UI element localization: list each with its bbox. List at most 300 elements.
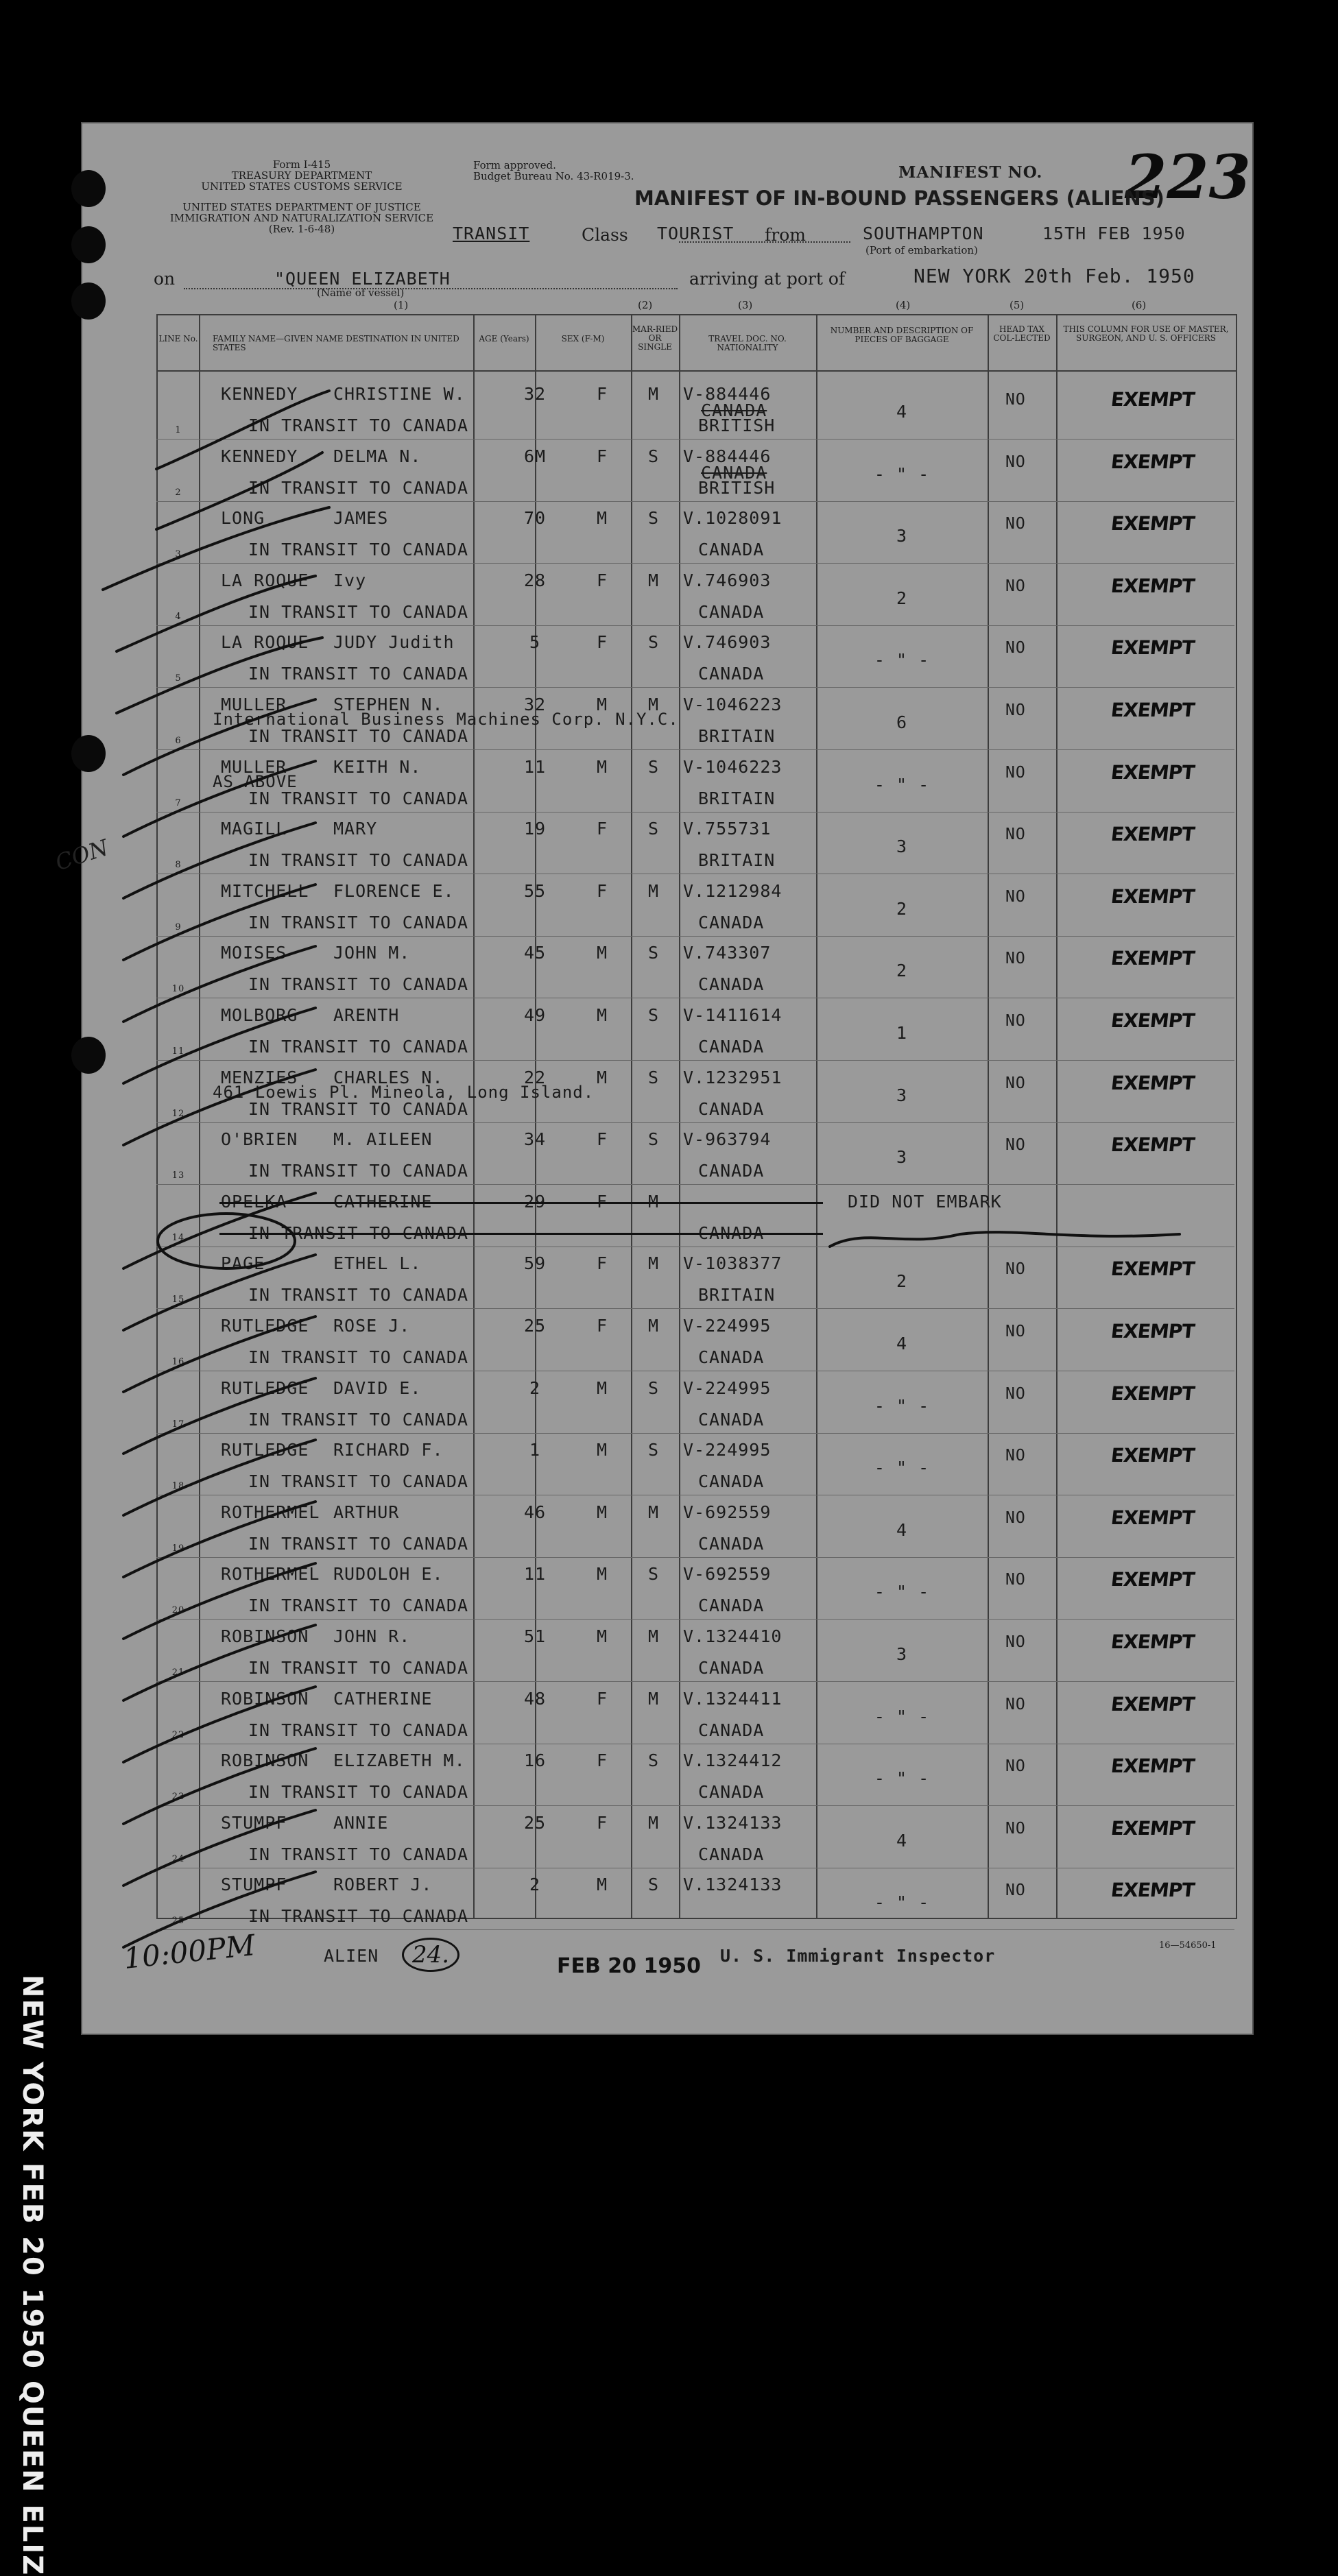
line-number: 12 <box>171 1108 185 1119</box>
nationality: CANADA <box>698 1720 765 1740</box>
sex: F <box>596 1688 608 1709</box>
head-tax: NO <box>1005 1571 1026 1589</box>
baggage: - " - <box>874 1768 930 1789</box>
line-number: 24 <box>171 1853 185 1864</box>
baggage: - " - <box>874 1582 930 1602</box>
married-single: M <box>647 1316 660 1336</box>
exempt-stamp: EXEMPT <box>1110 1630 1196 1653</box>
colnum-1: (1) <box>394 299 409 311</box>
given-name: JAMES <box>333 508 389 529</box>
travel-doc: V-1046223 <box>683 695 783 714</box>
married-single: S <box>647 1875 660 1895</box>
travel-doc: V.743307 <box>683 943 772 963</box>
exempt-stamp: EXEMPT <box>1110 1506 1196 1529</box>
travel-doc: V-692559 <box>683 1564 772 1585</box>
married-single: M <box>647 1812 660 1833</box>
baggage: 3 <box>896 1085 908 1105</box>
family-name: LA ROQUE <box>221 632 309 653</box>
married-single: M <box>647 1191 660 1212</box>
line-number: 3 <box>175 549 182 560</box>
line-number: 15 <box>171 1295 185 1305</box>
head-tax: NO <box>1005 1819 1026 1838</box>
given-name: RUDOLOH E. <box>333 1564 444 1585</box>
treasury-line: TREASURY DEPARTMENT <box>231 169 372 182</box>
exempt-stamp: EXEMPT <box>1110 1071 1196 1094</box>
given-name: M. AILEEN <box>333 1129 433 1150</box>
arrival-port-date: NEW YORK 20th Feb. 1950 <box>913 265 1195 287</box>
married-single: M <box>647 1626 660 1646</box>
line-number: 1 <box>175 425 182 435</box>
age: 2 <box>529 1377 541 1398</box>
nationality: CANADA <box>698 1471 765 1492</box>
sex: M <box>596 695 608 714</box>
nationality: CANADA <box>698 540 765 560</box>
line-number: 7 <box>175 797 182 808</box>
baggage: 2 <box>896 898 908 919</box>
married-single: M <box>647 1253 660 1274</box>
travel-doc: V-1038377 <box>683 1253 783 1274</box>
exempt-stamp: EXEMPT <box>1110 450 1196 473</box>
family-name: KENNEDY <box>221 384 298 404</box>
travel-doc: V-963794 <box>683 1129 772 1150</box>
head-tax: NO <box>1005 453 1026 471</box>
nationality: CANADA <box>698 1161 765 1181</box>
class-value: TOURIST <box>657 224 734 243</box>
form-number: Form I-415 <box>272 158 331 171</box>
baggage: 3 <box>896 1147 908 1168</box>
baggage: 4 <box>896 1830 908 1851</box>
given-name: ROBERT J. <box>333 1875 433 1895</box>
destination: IN TRANSIT TO CANADA <box>248 726 469 746</box>
travel-doc: V-1411614 <box>683 1005 783 1025</box>
given-name: JUDY Judith <box>333 632 455 653</box>
col-header-line: LINE No. <box>158 334 198 344</box>
exempt-stamp: EXEMPT <box>1110 636 1196 660</box>
class-label: Class <box>582 225 628 245</box>
travel-doc: V-224995 <box>683 1377 772 1398</box>
nationality: CANADA <box>698 601 765 622</box>
line-number: 8 <box>175 860 182 871</box>
sex: M <box>596 1626 608 1646</box>
family-name: KENNEDY <box>221 446 298 466</box>
travel-doc: V.1028091 <box>683 508 783 529</box>
sex: F <box>596 384 608 404</box>
nationality: CANADA <box>698 912 765 932</box>
family-name: RUTLEDGE <box>221 1377 309 1398</box>
head-tax: NO <box>1005 826 1026 844</box>
baggage: 3 <box>896 1644 908 1664</box>
given-name: CATHERINE <box>333 1191 433 1212</box>
nationality-struck: CANADA <box>701 462 767 483</box>
nationality: BRITAIN <box>698 788 776 808</box>
given-name: DAVID E. <box>333 1377 422 1398</box>
married-single: S <box>647 446 660 466</box>
baggage: 1 <box>896 1023 908 1043</box>
family-name: PAGE <box>221 1253 265 1274</box>
nationality: CANADA <box>698 1844 765 1864</box>
exempt-stamp: EXEMPT <box>1110 388 1196 411</box>
customs-line: UNITED STATES CUSTOMS SERVICE <box>201 180 403 193</box>
exempt-stamp: EXEMPT <box>1110 512 1196 535</box>
nationality: CANADA <box>698 1596 765 1616</box>
baggage: - " - <box>874 1706 930 1726</box>
given-name: MARY <box>333 819 378 839</box>
vessel-note: (Name of vessel) <box>317 287 405 299</box>
sex: F <box>596 1750 608 1771</box>
given-name: JOHN R. <box>333 1626 411 1646</box>
married-single: S <box>647 632 660 653</box>
married-single: S <box>647 1750 660 1771</box>
address-note: 461 Loewis Pl. Mineola, Long Island. <box>213 1082 595 1102</box>
nationality-struck: CANADA <box>701 400 767 420</box>
baggage: - " - <box>874 464 930 484</box>
port-note: (Port of embarkation) <box>865 244 978 256</box>
head-tax: NO <box>1005 515 1026 533</box>
travel-doc: V.1324133 <box>683 1875 783 1895</box>
family-name: OPELKA <box>221 1191 287 1212</box>
nationality: BRITAIN <box>698 850 776 871</box>
destination: IN TRANSIT TO CANADA <box>248 416 469 435</box>
sex: M <box>596 508 608 529</box>
family-name: MOISES <box>221 943 287 963</box>
con-annotation: CON <box>52 834 112 876</box>
travel-doc: V.1324133 <box>683 1812 783 1833</box>
sex: F <box>596 1316 608 1336</box>
head-tax: NO <box>1005 639 1026 658</box>
exempt-stamp: EXEMPT <box>1110 1755 1196 1778</box>
on-label: on <box>154 269 176 289</box>
head-tax: NO <box>1005 887 1026 906</box>
nationality: BRITAIN <box>698 726 776 746</box>
exempt-stamp: EXEMPT <box>1110 947 1196 970</box>
inspector-label: U. S. Immigrant Inspector <box>720 1946 996 1966</box>
nationality: CANADA <box>698 664 765 684</box>
line-number: 10 <box>171 984 185 995</box>
line-number: 6 <box>175 736 182 746</box>
destination: IN TRANSIT TO CANADA <box>248 601 469 622</box>
given-name: ARTHUR <box>333 1502 400 1522</box>
family-name: LONG <box>221 508 265 529</box>
destination: IN TRANSIT TO CANADA <box>248 1223 469 1243</box>
alien-count: 24. <box>402 1938 459 1972</box>
baggage: DID NOT EMBARK <box>848 1191 1002 1212</box>
travel-doc: V-884446 <box>683 384 772 404</box>
exempt-stamp: EXEMPT <box>1110 699 1196 721</box>
approved-line: Form approved. <box>473 159 556 171</box>
married-single: S <box>647 1005 660 1025</box>
age: 5 <box>529 632 541 653</box>
nationality: CANADA <box>698 1658 765 1678</box>
destination: IN TRANSIT TO CANADA <box>248 540 469 560</box>
given-name: CATHERINE <box>333 1688 433 1709</box>
vessel-name: "QUEEN ELIZABETH <box>274 269 451 289</box>
travel-doc: V.1232951 <box>683 1067 783 1087</box>
sex: F <box>596 1253 608 1274</box>
family-name: ROBINSON <box>221 1750 309 1771</box>
baggage: - " - <box>874 1458 930 1478</box>
baggage: 4 <box>896 402 908 422</box>
travel-doc: V-224995 <box>683 1316 772 1336</box>
age: 59 <box>523 1253 547 1274</box>
head-tax: NO <box>1005 1633 1026 1651</box>
transit-label: TRANSIT <box>453 224 530 243</box>
sex: F <box>596 446 608 466</box>
from-label: from <box>765 225 806 245</box>
family-name: MITCHELL <box>221 880 309 901</box>
baggage: 2 <box>896 588 908 608</box>
family-name: MOLBORG <box>221 1005 298 1025</box>
age: 28 <box>523 570 547 590</box>
age: 22 <box>523 1067 547 1087</box>
exempt-stamp: EXEMPT <box>1110 1133 1196 1157</box>
sex: M <box>596 1440 608 1460</box>
destination: IN TRANSIT TO CANADA <box>248 1347 469 1367</box>
age: 6M <box>523 446 547 466</box>
given-name: DELMA N. <box>333 446 422 466</box>
budget-line: Budget Bureau No. 43-R019-3. <box>473 170 634 182</box>
family-name: MULLER <box>221 756 287 777</box>
col-header-baggage: NUMBER AND DESCRIPTION OF PIECES OF BAGGAGE <box>830 326 974 344</box>
sex: M <box>596 1564 608 1585</box>
date-stamp: FEB 20 1950 <box>557 1954 701 1978</box>
head-tax: NO <box>1005 1695 1026 1713</box>
age: 70 <box>523 508 547 529</box>
nationality: BRITISH <box>698 477 776 498</box>
head-tax: NO <box>1005 950 1026 968</box>
exempt-stamp: EXEMPT <box>1110 1009 1196 1032</box>
side-date-stamp: NEW YORK FEB 20 1950 QUEEN ELIZ <box>16 1975 48 2576</box>
exempt-stamp: EXEMPT <box>1110 760 1196 784</box>
given-name: KEITH N. <box>333 756 422 777</box>
form-code: 16—54650-1 <box>1159 1940 1217 1951</box>
family-name: ROBINSON <box>221 1626 309 1646</box>
travel-doc: V-884446 <box>683 446 772 466</box>
married-single: S <box>647 756 660 777</box>
head-tax: NO <box>1005 391 1026 409</box>
family-name: ROTHERMEL <box>221 1502 320 1522</box>
colnum-5: (5) <box>1010 299 1025 311</box>
married-single: M <box>647 570 660 590</box>
age: 16 <box>523 1750 547 1771</box>
manifest-no-label: MANIFEST NO. <box>898 163 1043 182</box>
destination: IN TRANSIT TO CANADA <box>248 1161 469 1181</box>
family-name: LA ROQUE <box>221 570 309 590</box>
destination: IN TRANSIT TO CANADA <box>248 1782 469 1803</box>
line-number: 9 <box>175 922 182 932</box>
age: 51 <box>523 1626 547 1646</box>
address-note: International Business Machines Corp. N.Y.C. <box>213 710 679 729</box>
head-tax: NO <box>1005 577 1026 595</box>
embark-date: 15TH FEB 1950 <box>1042 224 1186 243</box>
revision-line: (Rev. 1-6-48) <box>268 223 335 235</box>
married-single: S <box>647 943 660 963</box>
destination: IN TRANSIT TO CANADA <box>248 788 469 808</box>
given-name: CHARLES N. <box>333 1067 444 1087</box>
col-header-name: FAMILY NAME—GIVEN NAME DESTINATION IN UNITED STATES <box>213 334 459 352</box>
baggage: 4 <box>896 1519 908 1540</box>
head-tax: NO <box>1005 701 1026 719</box>
destination: IN TRANSIT TO CANADA <box>248 1409 469 1430</box>
head-tax: NO <box>1005 1136 1026 1155</box>
travel-doc: V.1212984 <box>683 880 783 901</box>
destination: IN TRANSIT TO CANADA <box>248 1037 469 1057</box>
married-single: S <box>647 1129 660 1150</box>
destination: IN TRANSIT TO CANADA <box>248 1658 469 1678</box>
col-header-travel: TRAVEL DOC. NO. NATIONALITY <box>708 334 787 352</box>
destination: IN TRANSIT TO CANADA <box>248 850 469 871</box>
baggage: - " - <box>874 1395 930 1416</box>
nationality: BRITAIN <box>698 1285 776 1305</box>
exempt-stamp: EXEMPT <box>1110 1320 1196 1343</box>
manifest-title: MANIFEST OF IN-BOUND PASSENGERS (ALIENS) <box>634 186 1164 210</box>
exempt-stamp: EXEMPT <box>1110 823 1196 846</box>
sex: M <box>596 1875 608 1895</box>
baggage: 2 <box>896 1271 908 1292</box>
line-number: 2 <box>175 487 182 498</box>
arriving-label: arriving at port of <box>689 269 846 289</box>
given-name: STEPHEN N. <box>333 695 444 714</box>
line-number: 4 <box>175 611 182 622</box>
head-tax: NO <box>1005 763 1026 782</box>
exempt-stamp: EXEMPT <box>1110 1568 1196 1591</box>
ins-line: IMMIGRATION AND NATURALIZATION SERVICE <box>169 212 434 224</box>
age: 25 <box>523 1316 547 1336</box>
travel-doc: V-224995 <box>683 1440 772 1460</box>
head-tax: NO <box>1005 1012 1026 1030</box>
exempt-stamp: EXEMPT <box>1110 574 1196 597</box>
age: 29 <box>523 1191 547 1212</box>
manifest-number: 223 <box>1125 141 1251 213</box>
line-number: 11 <box>171 1046 185 1057</box>
destination: IN TRANSIT TO CANADA <box>248 1533 469 1554</box>
given-name: ROSE J. <box>333 1316 411 1336</box>
sex: M <box>596 943 608 963</box>
line-number: 14 <box>171 1232 185 1243</box>
nationality: CANADA <box>698 1037 765 1057</box>
family-name: ROBINSON <box>221 1688 309 1709</box>
family-name: O'BRIEN <box>221 1129 298 1150</box>
line-number: 22 <box>171 1729 185 1740</box>
married-single: S <box>647 1440 660 1460</box>
family-name: STUMPF <box>221 1875 287 1895</box>
age: 19 <box>523 819 547 839</box>
married-single: M <box>647 384 660 404</box>
time-annotation: 10:00PM <box>121 1928 257 1975</box>
head-tax: NO <box>1005 1508 1026 1527</box>
age: 11 <box>523 1564 547 1585</box>
line-number: 16 <box>171 1357 185 1367</box>
family-name: ROTHERMEL <box>221 1564 320 1585</box>
head-tax: NO <box>1005 1384 1026 1403</box>
given-name: RICHARD F. <box>333 1440 444 1460</box>
justice-line: UNITED STATES DEPARTMENT OF JUSTICE <box>182 201 421 213</box>
travel-doc: V.1324411 <box>683 1688 783 1709</box>
given-name: ELIZABETH M. <box>333 1750 466 1771</box>
age: 55 <box>523 880 547 901</box>
travel-doc: V.1324412 <box>683 1750 783 1771</box>
exempt-stamp: EXEMPT <box>1110 1382 1196 1405</box>
destination: IN TRANSIT TO CANADA <box>248 912 469 932</box>
family-name: MULLER <box>221 695 287 714</box>
married-single: S <box>647 1067 660 1087</box>
baggage: 2 <box>896 961 908 981</box>
exempt-stamp: EXEMPT <box>1110 1879 1196 1902</box>
married-single: S <box>647 819 660 839</box>
family-name: MAGILL <box>221 819 287 839</box>
line-number: 13 <box>171 1170 185 1181</box>
nationality: BRITISH <box>698 416 776 435</box>
age: 32 <box>523 384 547 404</box>
baggage: 4 <box>896 1334 908 1353</box>
exempt-stamp: EXEMPT <box>1110 1444 1196 1467</box>
married-single: M <box>647 880 660 901</box>
exempt-stamp: EXEMPT <box>1110 1816 1196 1840</box>
nationality: CANADA <box>698 1347 765 1367</box>
sex: F <box>596 819 608 839</box>
address-note: AS ABOVE <box>213 771 298 791</box>
age: 46 <box>523 1502 547 1522</box>
head-tax: NO <box>1005 1260 1026 1279</box>
line-number: 19 <box>171 1543 185 1554</box>
age: 1 <box>529 1440 541 1460</box>
nationality: CANADA <box>698 1098 765 1119</box>
col-header-married: MAR-RIED OR SINGLE <box>632 324 678 352</box>
destination: IN TRANSIT TO CANADA <box>248 1596 469 1616</box>
given-name: FLORENCE E. <box>333 880 455 901</box>
colnum-4: (4) <box>896 299 911 311</box>
head-tax: NO <box>1005 1074 1026 1092</box>
travel-doc: V.1324410 <box>683 1626 783 1646</box>
baggage: - " - <box>874 774 930 795</box>
destination: IN TRANSIT TO CANADA <box>248 477 469 498</box>
age: 49 <box>523 1005 547 1025</box>
age: 34 <box>523 1129 547 1150</box>
married-single: M <box>647 1688 660 1709</box>
sex: F <box>596 1191 608 1212</box>
married-single: S <box>647 1377 660 1398</box>
colnum-6: (6) <box>1132 299 1147 311</box>
family-name: STUMPF <box>221 1812 287 1833</box>
family-name: RUTLEDGE <box>221 1440 309 1460</box>
baggage: - " - <box>874 650 930 671</box>
sex: M <box>596 1502 608 1522</box>
nationality: CANADA <box>698 1782 765 1803</box>
line-number: 5 <box>175 673 182 684</box>
exempt-stamp: EXEMPT <box>1110 1257 1196 1281</box>
col-header-headtax: HEAD TAX COL-LECTED <box>993 324 1051 343</box>
baggage: 3 <box>896 526 908 546</box>
sex: M <box>596 1377 608 1398</box>
line-number: 23 <box>171 1792 185 1803</box>
given-name: ANNIE <box>333 1812 389 1833</box>
sex: M <box>596 1005 608 1025</box>
sex: F <box>596 880 608 901</box>
line-number: 25 <box>171 1916 185 1927</box>
alien-label: ALIEN <box>324 1946 379 1966</box>
nationality: CANADA <box>698 1409 765 1430</box>
nationality: CANADA <box>698 974 765 995</box>
destination: IN TRANSIT TO CANADA <box>248 1844 469 1864</box>
travel-doc: V-1046223 <box>683 756 783 777</box>
baggage: - " - <box>874 1892 930 1913</box>
married-single: M <box>647 695 660 714</box>
head-tax: NO <box>1005 1757 1026 1776</box>
line-number: 17 <box>171 1419 185 1430</box>
colnum-2: (2) <box>638 299 653 311</box>
given-name: CHRISTINE W. <box>333 384 466 404</box>
given-name: JOHN M. <box>333 943 411 963</box>
line-number: 20 <box>171 1605 185 1616</box>
